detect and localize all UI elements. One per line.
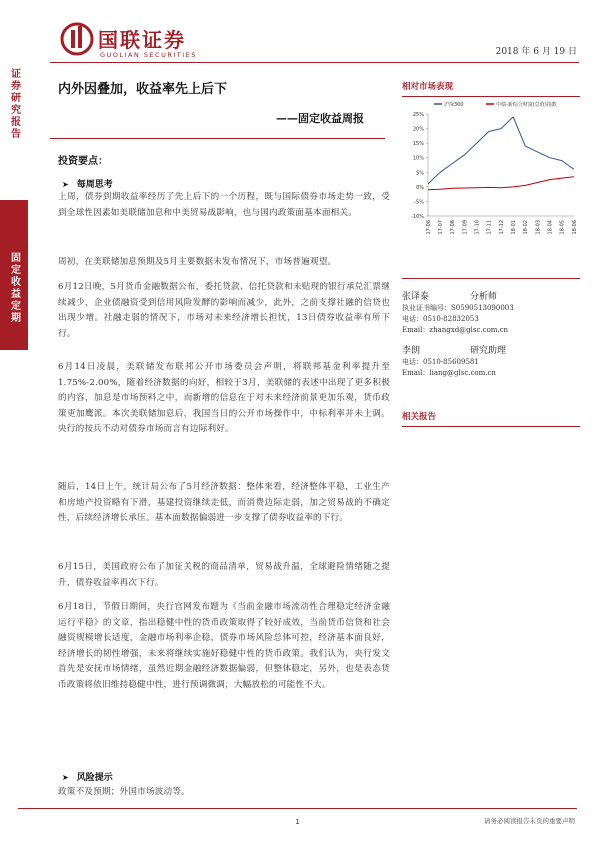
x-tick-label: 18-03 <box>535 220 542 235</box>
analyst-1-name: 张译泰 <box>402 292 430 302</box>
page-number: 1 <box>295 818 300 826</box>
sidebar-category-label: 固定收益定期 <box>8 252 20 324</box>
paragraph-5: 随后，14日上午，统计局公布了5月经济数据：整体来看，经济整体平稳，工业生产和房地产投资略有下滑，基建投资继续走低，而消费边际走弱，加之贸易战的不确定性，后续经济增长承压。基本面数据偏弱进一步支撑了债券收益率的下行。 <box>58 482 390 523</box>
y-tick-label: 15% <box>412 141 424 148</box>
key-points-heading: 投资要点： <box>58 156 108 167</box>
report-date: 2018 年 6 月 19 日 <box>495 47 577 57</box>
analyst-1-role: 分析师 <box>470 292 498 302</box>
legend-label: 中债-新综合财富(总值)指数 <box>496 102 557 108</box>
y-tick-label: 0% <box>416 184 424 191</box>
paragraph-3: 6月12日晚，5月货币金融数据公布，委托贷款、信托贷款和未贴现的银行承兑汇票继续减少，企业债融资受到信用风险发酵的影响而减少，此外，之前支撑社融的信贷也出现少增。社融走弱的情况下，市场对未来经济增长担忧，13日债券收益率有所下行。 <box>58 282 390 339</box>
bullet-arrow-icon: ➤ <box>62 180 69 189</box>
report-title: 内外因叠加，收益率先上后下 <box>58 82 228 97</box>
logo-chinese-name: 国联证券 <box>98 28 186 52</box>
header-divider <box>50 62 579 63</box>
analyst-1-phone: 电话：0510-82832053 <box>402 315 479 323</box>
y-tick-label: 25% <box>412 112 424 118</box>
footer-disclaimer: 请务必阅读报告末页的重要声明 <box>484 817 575 825</box>
paragraph-4: 6月14日凌晨，美联储发布联邦公开市场委员会声明，将联邦基金利率提升至1.75%-2.00%，随着经济数据的向好，相较于3月，美联储的表述中出现了更多积极的内容，加息是市场预料之中，而新增的信息在于对未来经济前景更加乐观，货币政策更加鹰派。本次美联储加息后，我国当日的公开市场操作中，中标利率并未上调。央行的按兵不动对债券市场而言有边际利好。 <box>58 362 390 434</box>
title-divider <box>50 138 385 139</box>
analyst-divider <box>402 278 580 279</box>
logo-english-name: GUOLIAN SECURITIES <box>100 51 197 59</box>
analyst-1 <box>402 292 514 336</box>
y-tick-label: -10% <box>411 214 424 220</box>
company-logo <box>60 22 230 66</box>
x-tick-label: 18-05 <box>559 220 566 235</box>
risk-text: 政策不及预期；外国市场波动等。 <box>58 787 190 797</box>
risk-heading-label: 风险提示 <box>76 773 113 783</box>
analyst-2 <box>402 346 506 379</box>
risk-heading <box>62 770 113 783</box>
x-tick-label: 17-12 <box>498 220 505 235</box>
y-tick-label: -5% <box>414 199 424 206</box>
x-tick-label: 18-06 <box>571 220 578 235</box>
paragraph-1: 上周，债券到期收益率经历了先上后下的一个历程，既与国际债券市场走势一致，受到全球性因素如美联储加息和中美贸易战影响，也与国内政策面基本面相关。 <box>58 192 390 218</box>
analyst-1-cert: 执业证书编号：S0590513090003 <box>402 304 514 312</box>
x-tick-label: 18-04 <box>547 220 554 235</box>
sidebar-category <box>0 200 28 350</box>
x-tick-label: 18-01 <box>510 220 517 235</box>
chart-series-group <box>428 117 574 190</box>
analyst-2-name: 李朗 <box>402 346 421 356</box>
x-tick-label: 17-11 <box>486 220 493 235</box>
x-tick-label: 17-07 <box>437 220 444 235</box>
paragraph-2: 周初，在美联储加息预期及5月主要数据未发布情况下，市场普遍观望。 <box>58 257 337 267</box>
analyst-2-phone: 电话：0510-85609581 <box>402 358 479 366</box>
legend-label: 沪深300 <box>444 102 464 108</box>
report-subtitle: ——固定收益周报 <box>276 112 364 125</box>
series-line-csi300 <box>428 117 574 184</box>
x-tick-label: 17-09 <box>462 220 469 235</box>
paragraph-6: 6月15日，美国政府公布了加征关税的商品清单，贸易战升温，全球避险情绪随之提升，债券收益率再次下行。 <box>58 562 390 588</box>
x-tick-label: 17-08 <box>450 220 457 235</box>
weekly-thoughts-heading <box>62 177 113 190</box>
sidebar-report-type-label: 证券研究报告 <box>8 68 20 140</box>
relative-performance-heading: 相对市场表现 <box>402 80 580 97</box>
chart-legend <box>434 101 557 108</box>
y-tick-label: 10% <box>412 155 424 162</box>
x-tick-label: 18-02 <box>523 220 530 235</box>
analyst-1-email: Email：zhangxd@glsc.com.cn <box>402 326 509 334</box>
relative-performance-chart <box>398 96 582 256</box>
x-tick-label: 17-06 <box>425 220 432 235</box>
footer-divider <box>18 808 577 809</box>
analyst-2-email: Email：liang@glsc.com.cn <box>402 369 496 377</box>
weekly-thoughts-label: 每周思考 <box>76 180 113 190</box>
series-line-bond-index <box>428 177 574 190</box>
analyst-2-role: 研究助理 <box>470 346 507 356</box>
paragraph-7: 6月18日，节假日期间，央行官网发布题为《当前金融市场流动性合理稳定经济金融运行平稳》的文章，指出稳健中性的货币政策取得了较好成效，当前货币信贷和社会融资规模增长适度，金融市场利率企稳，债券市场风险总体可控，经济基本面良好，经济增长的韧性增强，未来将继续实施好稳健中性的货币政策。我们认为，央行发文首先是安抚市场情绪，虽然近期金融经济数据偏弱，但整体稳定，另外，也是表态货币政策将依旧维持稳健中性，进行预调微调，大幅放松的可能性不大。 <box>58 602 390 690</box>
y-tick-label: 20% <box>412 126 424 133</box>
sidebar-report-type <box>0 62 28 202</box>
bullet-arrow-icon: ➤ <box>62 773 69 782</box>
x-tick-label: 17-10 <box>474 220 481 235</box>
company-logo-icon <box>60 22 94 56</box>
y-tick-label: 5% <box>416 170 424 177</box>
related-reports-heading: 相关报告 <box>402 410 580 427</box>
